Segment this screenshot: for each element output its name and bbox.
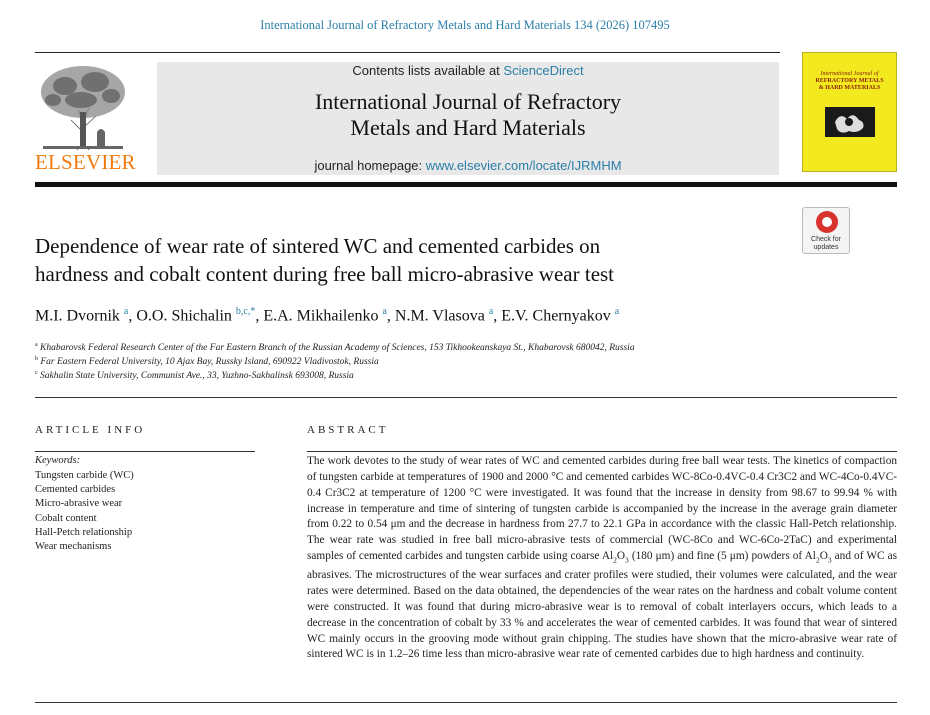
abstract-heading: ABSTRACT <box>307 424 389 436</box>
keyword-item[interactable]: Cemented carbides <box>35 484 116 496</box>
author-name[interactable]: O.O. Shichalin <box>136 307 232 325</box>
article-title <box>35 232 795 288</box>
cover-title-line2: REFRACTORY METALS <box>815 78 884 84</box>
journal-name[interactable] <box>157 89 779 141</box>
author-affiliation-mark[interactable]: a <box>382 306 387 317</box>
author-affiliation-mark[interactable]: a <box>614 306 620 317</box>
journal-name-line2: Metals and Hard Materials <box>350 115 586 140</box>
journal-homepage <box>157 158 779 173</box>
article-info-rule <box>35 451 255 452</box>
keyword-item[interactable]: Tungsten carbide (WC) <box>35 470 134 481</box>
article-title-line1: Dependence of wear rate of sintered WC and cemented carbides on <box>35 234 601 258</box>
author-affiliation-mark[interactable]: b,c,* <box>235 306 256 317</box>
keywords-label: Keywords: <box>35 455 81 466</box>
header-bottom-rule <box>35 182 897 187</box>
keyword-item[interactable]: Micro-abrasive wear <box>35 498 123 510</box>
homepage-prefix: journal homepage: <box>314 158 426 173</box>
keyword-item[interactable]: Wear mechanisms <box>35 541 112 553</box>
section-divider <box>35 397 897 398</box>
abstract-text: The work devotes to the study of wear rates of WC and cemented carbides during free ball wear tests. The kinetics of compaction of tungsten carbide at temperatures of 1900 and 2000 °C and cemented carbides WC-8Co-0.4VC-0.4 Cr3C2 and WC-4Co-0.4VC-0.4 Cr3C2 at temperature of 1200 °C were investigated. It was found that the increase in density from 98.67 to 99.94 % with increase in temperature and time of sintering of tungsten carbide is accompanied by the increase in the average grain diameter from 0.22 to 0.54 μm and the decrease in hardness from 27.7 to 22.1 GPa in accordance with the classic Hall-Petch relationship. The wear rate was studied in free ball micro-abrasive tests of commercial (WC-8Co and WC-6Co-2TaC) and experimental samples of cemented carbides and tungsten carbide using coarse $Al_2O_3$ (180 μm) and fine (5 μm) powders of $Al_2O_3$ and of WC as abrasives. The microstructures of the wear surfaces and crater profiles were studied, their volumes were calculated, and the wear rates were determined. Based on the data obtained, the dependencies of the wear rates on the hardness and cobalt volume content were constructed. It was found that during micro-abrasive wear is to removal of cobalt interlayers occurs, which leads to a decrease in the concentration of cobalt by 33 % and accelerates the wear of cemented carbides. It was found that wear of sintered WC mainly occurs in the grooving mode without grain chipping. The studies have shown that the micro-abrasive wear rate of sintered WC is in 1.2–26 time less than micro-abrasive wear rate of cemented carbides due to high hardness and continuity. <box>307 455 897 661</box>
journal-name-line1: International Journal of Refractory <box>314 89 622 114</box>
author-affiliation-mark[interactable]: a <box>488 306 494 317</box>
keyword-list <box>35 469 134 554</box>
abstract-bottom-rule <box>35 702 897 703</box>
journal-cover-thumbnail[interactable] <box>802 52 897 172</box>
sciencedirect-link[interactable]: ScienceDirect <box>503 63 584 78</box>
cover-title <box>803 71 896 92</box>
check-for-updates-badge[interactable] <box>802 207 850 254</box>
author-name[interactable]: E.A. Mikhailenko <box>263 307 379 325</box>
affiliation-c: $^c$ Sakhalin State University, Communist Ave., 33, Yuzhno-Sakhalinsk 693008, Russia <box>35 370 354 382</box>
updates-icon <box>816 211 838 233</box>
author-list: M.I. Dvornik $^a$, O.O. Shichalin $^{b,c,*}$, E.A. Mikhailenko $^a$, N.M. Vlasova $^a$, E.V. Chernyakov $^a$ <box>35 306 620 325</box>
affiliation-b: $^b$ Far Eastern Federal University, 10 Ajax Bay, Russky Island, 690922 Vladivostok, Russia <box>35 356 379 368</box>
cover-image <box>825 107 875 137</box>
article-info-heading: ARTICLE INFO <box>35 424 146 436</box>
author-name[interactable]: E.V. Chernyakov <box>501 307 611 325</box>
cover-title-line1: International Journal of <box>820 71 879 77</box>
author-name[interactable]: M.I. Dvornik <box>35 307 120 325</box>
updates-line1: Check for <box>811 236 841 243</box>
author-affiliation-mark[interactable]: a <box>123 306 129 317</box>
author-name[interactable]: N.M. Vlasova <box>394 307 485 325</box>
affiliation-a: $^a$ Khabarovsk Federal Research Center of the Far Eastern Branch of the Russian Academy of Sciences, 153 Tikhookeanskaya St., Khabarovsk 680042, Russia <box>35 342 635 354</box>
contents-prefix: Contents lists available at <box>352 63 504 78</box>
header-top-rule <box>35 52 780 53</box>
journal-citation[interactable]: International Journal of Refractory Metals and Hard Materials 134 (2026) 107495 <box>260 18 670 32</box>
elsevier-wordmark[interactable]: ELSEVIER <box>35 150 136 174</box>
abstract-rule <box>307 451 897 452</box>
keyword-item[interactable]: Hall-Petch relationship <box>35 526 133 538</box>
homepage-link[interactable]: www.elsevier.com/locate/IJRMHM <box>425 158 622 173</box>
cover-title-line3: & HARD MATERIALS <box>818 85 881 91</box>
keyword-item[interactable]: Cobalt content <box>35 512 97 524</box>
updates-line2: updates <box>813 244 839 251</box>
article-title-line2: hardness and cobalt content during free ball micro-abrasive wear test <box>35 262 615 286</box>
contents-availability <box>157 63 779 78</box>
